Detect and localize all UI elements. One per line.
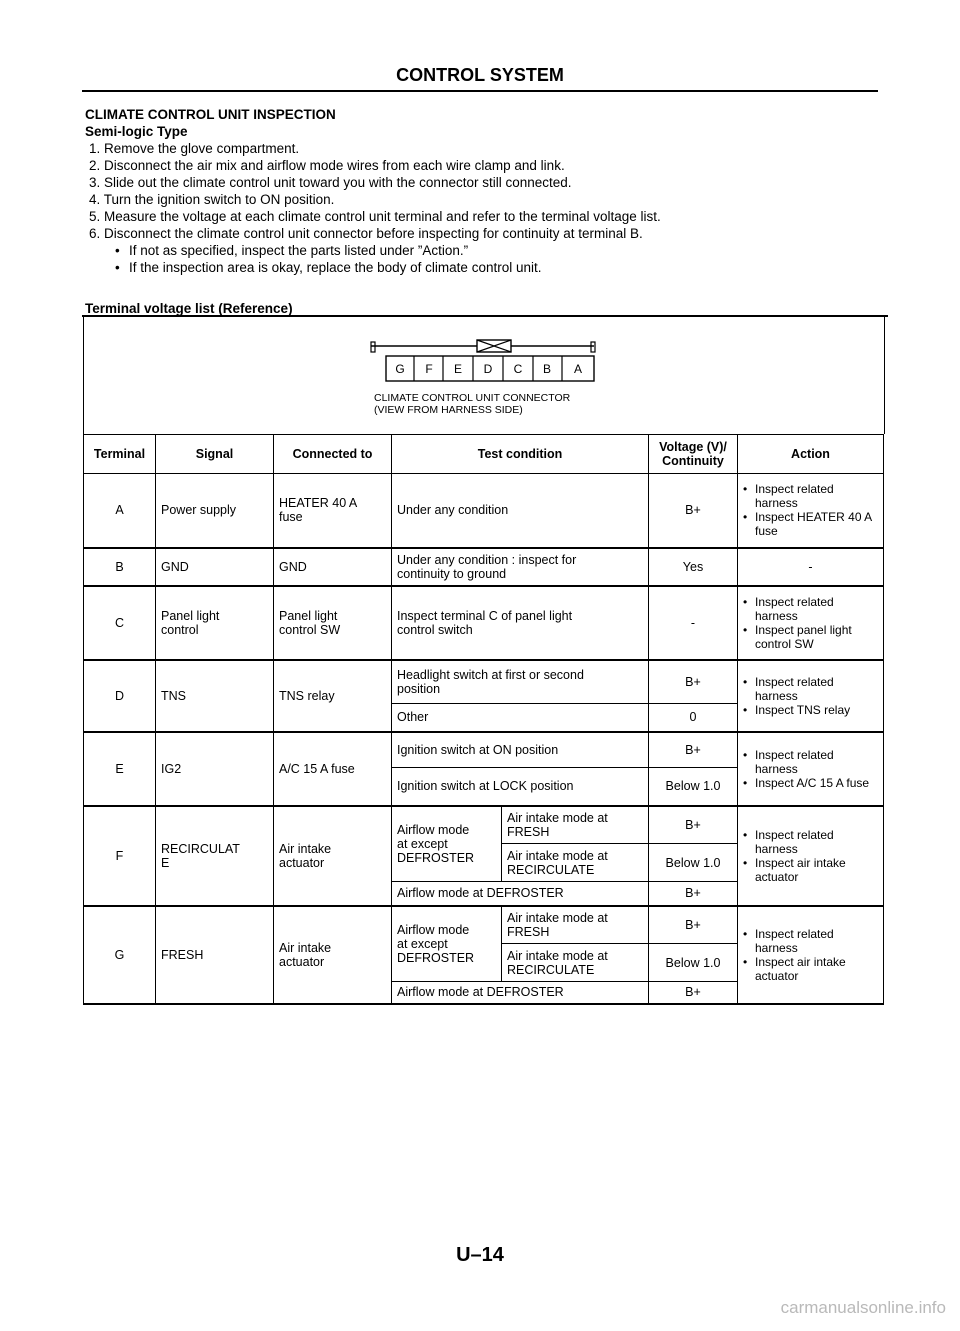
step-item: 4. Turn the ignition switch to ON position. <box>89 192 335 207</box>
voltage-cell: B+ <box>649 982 738 1004</box>
cell-line: RECIRCULAT <box>161 841 240 856</box>
terminal-cell: G <box>84 906 156 1004</box>
table-header-row <box>84 435 884 474</box>
signal-cell: IG2 <box>156 732 274 806</box>
cell-line: E <box>161 855 170 870</box>
page-title: CONTROL SYSTEM <box>396 65 564 85</box>
cell-line: position <box>397 681 441 696</box>
connected-cell: GND <box>274 548 392 586</box>
cell-line: RECIRCULATE <box>507 862 595 877</box>
terminal-cell: C <box>84 586 156 660</box>
terminal-cell: E <box>84 732 156 806</box>
action-cell <box>738 586 884 660</box>
action-item: • Inspect air intake actuator <box>743 856 878 884</box>
procedure-steps <box>85 140 885 242</box>
cell-line: Air intake mode at <box>507 948 608 963</box>
test-condition-cell: Ignition switch at LOCK position <box>392 768 649 806</box>
table-row <box>84 586 884 660</box>
action-cell: - <box>738 548 884 586</box>
connector-drawing <box>84 316 884 396</box>
terminal-voltage-table <box>83 434 884 1005</box>
test-condition-cell <box>392 660 649 704</box>
cell-line: Under any condition : inspect for <box>397 552 577 567</box>
column-header: Test condition <box>392 435 649 474</box>
action-cell <box>738 474 884 548</box>
cell-line: Air intake <box>279 841 332 856</box>
voltage-cell: Yes <box>649 548 738 586</box>
action-item: • Inspect A/C 15 A fuse <box>743 776 878 790</box>
connector-caption-line: (VIEW FROM HARNESS SIDE) <box>374 404 523 416</box>
cell-line: actuator <box>279 855 325 870</box>
connector-pin-label: G <box>395 362 405 376</box>
signal-cell: GND <box>156 548 274 586</box>
column-header: Signal <box>156 435 274 474</box>
airflow-mode-cell <box>392 906 502 982</box>
table-row <box>84 806 884 844</box>
table-row <box>84 732 884 768</box>
cell-line: Air intake mode at <box>507 810 608 825</box>
connected-cell: A/C 15 A fuse <box>274 732 392 806</box>
cell-line: continuity to ground <box>397 566 507 581</box>
airflow-mode-cell <box>392 806 502 882</box>
action-item: • Inspect TNS relay <box>743 703 878 717</box>
test-condition-cell: Airflow mode at DEFROSTER <box>392 982 649 1004</box>
connector-pin-label: D <box>483 362 493 376</box>
cell-line: control switch <box>397 622 473 637</box>
cell-line: RECIRCULATE <box>507 962 595 977</box>
cell-line: at except <box>397 936 448 951</box>
voltage-cell: Below 1.0 <box>649 844 738 882</box>
connector-pin-label: C <box>513 362 523 376</box>
action-item: • Inspect panel light control SW <box>743 623 878 651</box>
column-header: Action <box>738 435 884 474</box>
cell-line: fuse <box>279 510 303 525</box>
connected-cell <box>274 806 392 906</box>
connector-pin-label: E <box>453 362 463 376</box>
action-cell <box>738 806 884 906</box>
watermark: carmanualsonline.info <box>780 1298 946 1317</box>
voltage-cell: B+ <box>649 474 738 548</box>
intake-mode-cell <box>502 806 649 844</box>
step-item: 2. Disconnect the air mix and airflow mode wires from each wire clamp and link. <box>89 158 565 173</box>
cell-line: Panel light <box>161 608 220 623</box>
column-header: Connected to <box>274 435 392 474</box>
terminal-cell: F <box>84 806 156 906</box>
cell-line: Air intake mode at <box>507 848 608 863</box>
cell-line: DEFROSTER <box>397 850 475 865</box>
connector-caption-line: CLIMATE CONTROL UNIT CONNECTOR <box>374 392 571 404</box>
cell-line: control SW <box>279 622 341 637</box>
connected-cell <box>274 906 392 1004</box>
terminal-cell: A <box>84 474 156 548</box>
signal-cell: TNS <box>156 660 274 732</box>
connector-pin-label: A <box>573 362 583 376</box>
cell-line: HEATER 40 A <box>279 496 358 511</box>
inspection-intro <box>85 106 885 276</box>
cell-line: actuator <box>279 954 325 969</box>
test-condition-cell: Under any condition <box>392 474 649 548</box>
action-cell <box>738 732 884 806</box>
cell-line: Headlight switch at first or second <box>397 667 584 682</box>
connector-pin-label: F <box>425 362 433 376</box>
cell-line: Air intake <box>279 940 332 955</box>
voltage-cell: 0 <box>649 704 738 732</box>
test-condition-cell <box>392 548 649 586</box>
table-row <box>84 660 884 704</box>
connected-cell <box>274 474 392 548</box>
voltage-cell: Below 1.0 <box>649 768 738 806</box>
action-item: • Inspect related harness <box>743 748 878 776</box>
step-item: 6. Disconnect the climate control unit connector before inspecting for continuity at terminal B. <box>89 226 643 241</box>
table-row <box>84 548 884 586</box>
voltage-cell: B+ <box>649 882 738 906</box>
cell-line: at except <box>397 836 448 851</box>
signal-cell: Power supply <box>156 474 274 548</box>
voltage-list-title: Terminal voltage list (Reference) <box>85 301 293 316</box>
signal-cell <box>156 586 274 660</box>
action-item: • Inspect related harness <box>743 675 878 703</box>
test-condition-cell: Airflow mode at DEFROSTER <box>392 882 649 906</box>
signal-cell <box>156 806 274 906</box>
action-item: • Inspect related harness <box>743 927 878 955</box>
table-row <box>84 474 884 548</box>
column-header <box>649 435 738 474</box>
action-item: • Inspect related harness <box>743 482 878 510</box>
connector-figure <box>84 316 884 396</box>
action-item: • Inspect related harness <box>743 595 878 623</box>
test-condition-cell <box>392 586 649 660</box>
signal-cell: FRESH <box>156 906 274 1004</box>
bullet-item: • If not as specified, inspect the parts listed under ”Action.” <box>115 242 885 259</box>
table-row <box>84 906 884 944</box>
intake-mode-cell <box>502 906 649 944</box>
page-number: U–14 <box>456 1244 504 1266</box>
voltage-cell: B+ <box>649 906 738 944</box>
voltage-cell: B+ <box>649 732 738 768</box>
terminal-cell: D <box>84 660 156 732</box>
cell-line: Airflow mode <box>397 922 470 937</box>
connector-caption <box>374 392 570 416</box>
step-item: 5. Measure the voltage at each climate control unit terminal and refer to the terminal voltage list. <box>89 209 661 224</box>
connector-pin-label: B <box>542 362 552 376</box>
action-cell <box>738 906 884 1004</box>
voltage-cell: B+ <box>649 660 738 704</box>
voltage-cell: B+ <box>649 806 738 844</box>
test-condition-cell: Ignition switch at ON position <box>392 732 649 768</box>
step-item: 3. Slide out the climate control unit toward you with the connector still connected. <box>89 175 572 190</box>
cell-line: DEFROSTER <box>397 950 475 965</box>
page-header <box>82 62 878 92</box>
cell-line: Inspect terminal C of panel light <box>397 608 573 623</box>
column-header-line: Continuity <box>662 454 724 468</box>
cell-line: FRESH <box>507 924 550 939</box>
column-header: Terminal <box>84 435 156 474</box>
connector-diagram <box>83 316 885 434</box>
connected-cell <box>274 586 392 660</box>
section-heading: CLIMATE CONTROL UNIT INSPECTION <box>85 107 336 122</box>
action-item: • Inspect air intake actuator <box>743 955 878 983</box>
intake-mode-cell <box>502 844 649 882</box>
test-condition-cell: Other <box>392 704 649 732</box>
action-item: • Inspect HEATER 40 A fuse <box>743 510 878 538</box>
procedure-bullets <box>85 242 885 276</box>
cell-line: Panel light <box>279 608 338 623</box>
column-header-line: Voltage (V)/ <box>659 440 727 454</box>
action-cell <box>738 660 884 732</box>
bullet-item: • If the inspection area is okay, replace the body of climate control unit. <box>115 259 885 276</box>
connected-cell: TNS relay <box>274 660 392 732</box>
intake-mode-cell <box>502 944 649 982</box>
voltage-cell: Below 1.0 <box>649 944 738 982</box>
terminal-cell: B <box>84 548 156 586</box>
cell-line: control <box>161 622 199 637</box>
cell-line: Air intake mode at <box>507 910 608 925</box>
action-item: • Inspect related harness <box>743 828 878 856</box>
step-item: 1. Remove the glove compartment. <box>89 141 300 156</box>
cell-line: FRESH <box>507 824 550 839</box>
cell-line: Airflow mode <box>397 822 470 837</box>
section-subheading: Semi-logic Type <box>85 124 188 139</box>
voltage-cell: - <box>649 586 738 660</box>
